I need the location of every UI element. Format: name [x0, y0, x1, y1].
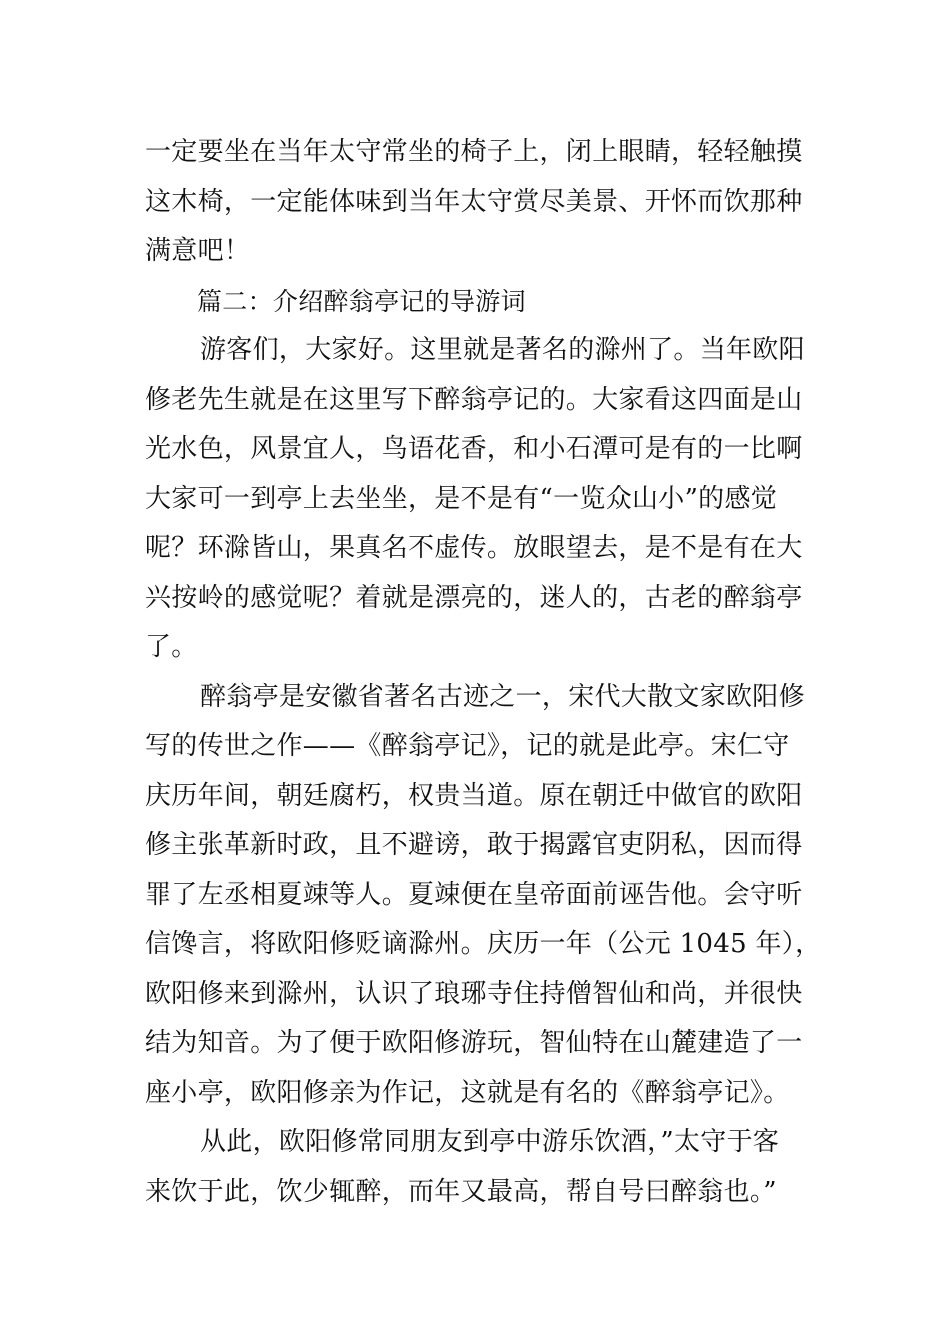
paragraph-line: 满意吧！	[145, 236, 251, 266]
paragraph-line: 呢？环滁皆山，果真名不虚传。放眼望去，是不是有在大	[145, 533, 803, 563]
paragraph-line: 座小亭，欧阳修亲为作记，这就是有名的《醉翁亭记》。	[145, 1077, 790, 1108]
section-heading: 篇二：介绍醉翁亭记的导游词	[197, 286, 526, 316]
paragraph-line: 欧阳修来到滁州，认识了琅琊寺住持僧智仙和尚，并很快	[145, 978, 803, 1009]
paragraph-line: 修老先生就是在这里写下醉翁亭记的。大家看这四面是山	[145, 384, 803, 415]
paragraph-line: 写的传世之作——《醉翁亭记》，记的就是此亭。宋仁守	[145, 731, 790, 761]
paragraph-line: 来饮于此，饮少辄醉，而年又最高，帮自号曰醉翁也。”	[145, 1176, 777, 1207]
paragraph-line: 庆历年间，朝廷腐朽，权贵当道。原在朝迁中做官的欧阳	[145, 780, 803, 811]
paragraph-line: 信馋言，将欧阳修贬谪滁州。庆历一年（公元 1045 年），	[145, 929, 822, 959]
paragraph-line: 一定要坐在当年太守常坐的椅子上，闭上眼睛，轻轻触摸	[145, 137, 803, 167]
document-body	[145, 128, 822, 1217]
paragraph-line: 了。	[145, 632, 198, 662]
paragraph-line: 罪了左丞相夏竦等人。夏竦便在皇帝面前诬告他。会守听	[145, 879, 803, 910]
paragraph-line: 兴按岭的感觉呢？着就是漂亮的，迷人的，古老的醉翁亭	[145, 582, 803, 613]
paragraph-line: 结为知音。为了便于欧阳修游玩，智仙特在山麓建造了一	[145, 1028, 803, 1058]
paragraph-line: 醉翁亭是安徽省著名古迹之一，宋代大散文家欧阳修	[200, 681, 805, 712]
paragraph-line: 这木椅，一定能体味到当年太守赏尽美景、开怀而饮那种	[145, 186, 803, 217]
paragraph-line: 游客们，大家好。这里就是著名的滁州了。当年欧阳	[200, 335, 805, 365]
paragraph-line: 从此，欧阳修常同朋友到亭中游乐饮酒，”太守于客	[200, 1127, 780, 1157]
paragraph-line: 大家可一到亭上去坐坐，是不是有“一览众山小”的感觉	[145, 483, 778, 514]
paragraph-line: 光水色，风景宜人，鸟语花香，和小石潭可是有的一比啊	[145, 434, 803, 464]
paragraph-line: 修主张革新时政，且不避谤，敢于揭露官吏阴私，因而得	[145, 830, 803, 860]
